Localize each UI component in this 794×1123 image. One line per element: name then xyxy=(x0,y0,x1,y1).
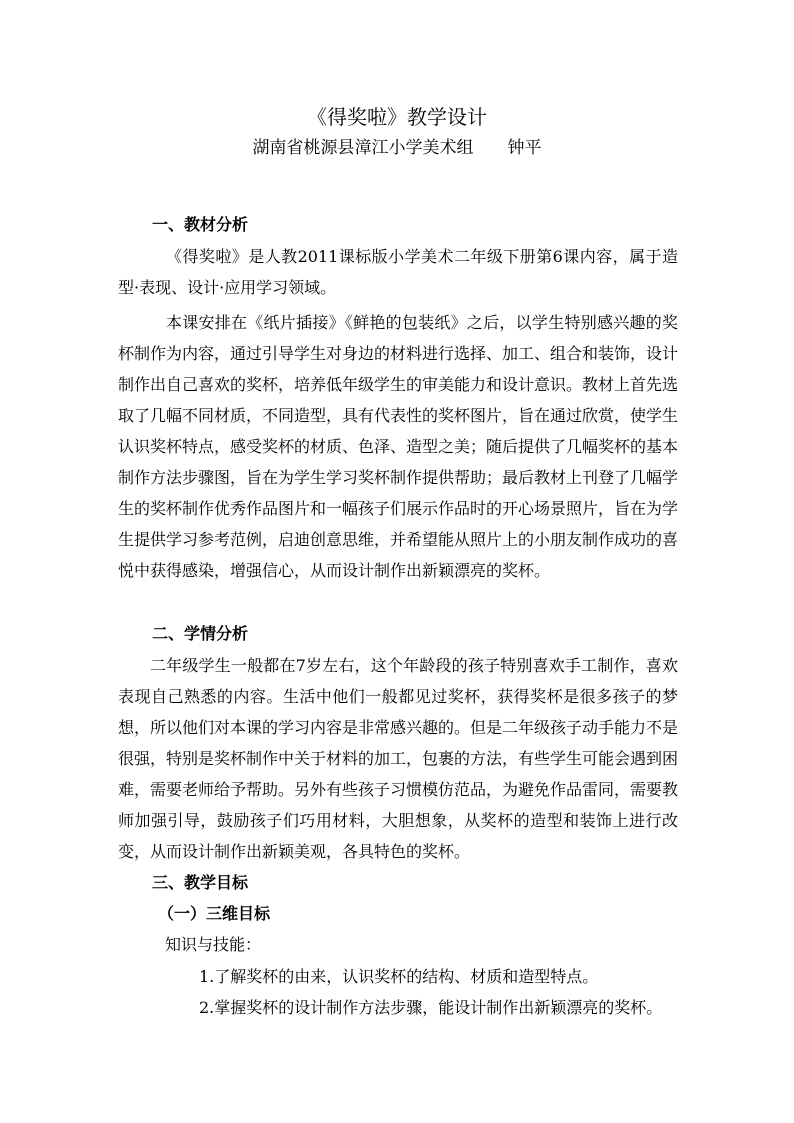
author-line xyxy=(0,136,794,160)
section1-heading: 一、教材分析 xyxy=(152,215,249,234)
section1-paragraph-1: 《得奖啦》是人教2011课标版小学美术二年级下册第6课内容，属于造型·表现、设计·应用学习领域。 xyxy=(118,247,678,297)
section2-heading: 二、学情分析 xyxy=(152,624,249,643)
section3-subheading: （一）三维目标 xyxy=(158,904,271,923)
objective-item-2: 2.掌握奖杯的设计制作方法步骤，能设计制作出新颖漂亮的奖杯。 xyxy=(199,998,663,1017)
objective-item-1: 1.了解奖杯的由来，认识奖杯的结构、材质和造型特点。 xyxy=(199,967,599,986)
section3-heading: 三、教学目标 xyxy=(152,873,249,892)
document-title: 《得奖啦》教学设计 xyxy=(307,105,487,129)
knowledge-skills-label: 知识与技能： xyxy=(165,935,262,954)
section2-paragraph-1: 二年级学生一般都在7岁左右，这个年龄段的孩子特别喜欢手工制作，喜欢表现自己熟悉的内容。生活中他们一般都见过奖杯，获得奖杯是很多孩子的梦想，所以他们对本课的学习内容是非常感兴趣的。但是二年级孩子动手能力不是很强，特别是奖杯制作中关于材料的加工，包裹的方法，有些学生可能会遇到困难，需要老师给予帮助。另外有些孩子习惯模仿范品，为避免作品雷同，需要教师加强引导，鼓励孩子们巧用材料，大胆想象，从奖杯的造型和装饰上进行改变，从而设计制作出新颖美观，各具特色的奖杯。 xyxy=(118,656,679,861)
author-name: 钟平 xyxy=(507,138,542,158)
section1-paragraph-2: 本课安排在《纸片插接》《鲜艳的包装纸》之后，以学生特别感兴趣的奖杯制作为内容，通过引导学生对身边的材料进行选择、加工、组合和装饰，设计制作出自己喜欢的奖杯，培养低年级学生的审美能力和设计意识。教材上首先选取了几幅不同材质，不同造型，具有代表性的奖杯图片，旨在通过欣赏，使学生认识奖杯特点，感受奖杯的材质、色泽、造型之美；随后提供了几幅奖杯的基本制作方法步骤图，旨在为学生学习奖杯制作提供帮助；最后教材上刊登了几幅学生的奖杯制作优秀作品图片和一幅孩子们展示作品时的开心场景照片，旨在为学生提供学习参考范例，启迪创意思维，并希望能从照片上的小朋友制作成功的喜悦中获得感染，增强信心，从而设计制作出新颖漂亮的奖杯。 xyxy=(118,313,679,580)
author-organization: 湖南省桃源县漳江小学美术组 xyxy=(252,138,474,158)
